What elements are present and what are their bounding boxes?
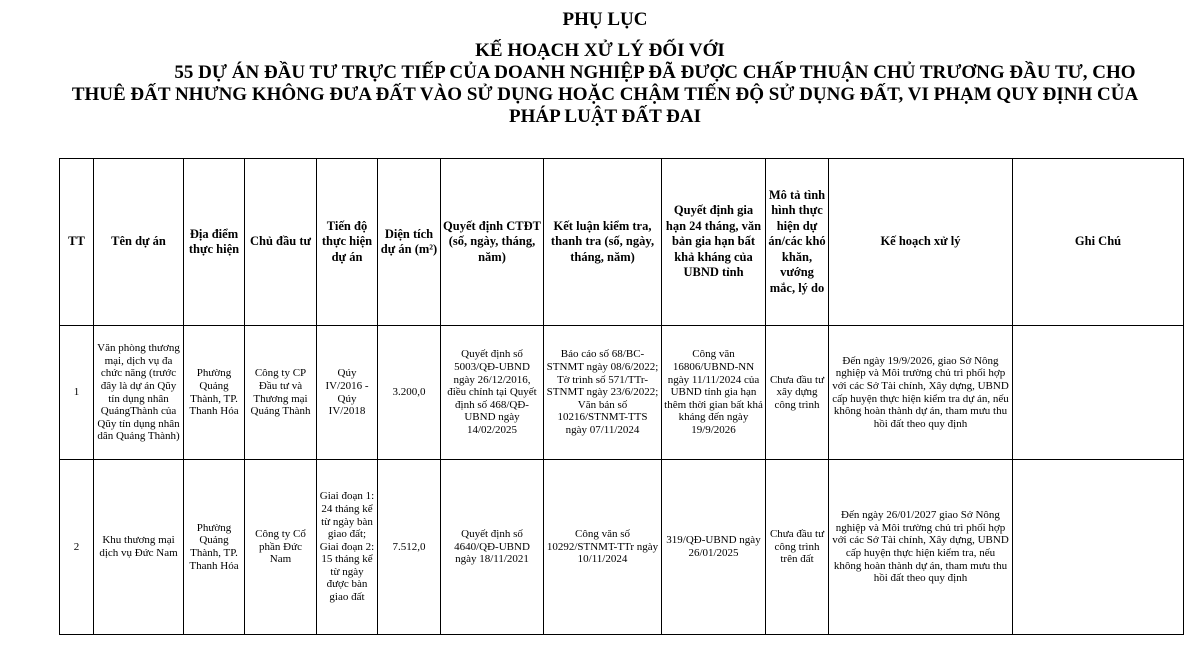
table-row	[60, 326, 1184, 460]
cell-location: Phường Quảng Thành, TP. Thanh Hóa	[184, 326, 245, 460]
header-investor: Chủ đầu tư	[245, 159, 317, 326]
header-schedule: Tiến độ thực hiện dự án	[317, 159, 378, 326]
header-decision: Quyết định CTĐT (số, ngày, tháng, năm)	[441, 159, 544, 326]
cell-project-name: Văn phòng thương mại, dịch vụ đa chức năng (trước đây là dự án Qũy tín dụng nhân QuảngThành của Qũy tín dụng nhân dân Quảng Thành)	[94, 326, 184, 460]
cell-investor: Công ty Cổ phần Đức Nam	[245, 460, 317, 635]
header-extension: Quyết định gia hạn 24 tháng, văn bản gia hạn bất khả kháng của UBND tỉnh	[662, 159, 766, 326]
header-project-name: Tên dự án	[94, 159, 184, 326]
cell-notes	[1013, 326, 1184, 460]
header-inspection: Kết luận kiểm tra, thanh tra (số, ngày, tháng, năm)	[544, 159, 662, 326]
document-subtitle-line-5: PHÁP LUẬT ĐẤT ĐAI	[509, 106, 701, 127]
cell-plan: Đến ngày 19/9/2026, giao Sở Nông nghiệp và Môi trường chủ trì phối hợp với các Sở Tài chính, Xây dựng, UBND cấp huyện thực hiện kiểm tra dự án, nếu không hoàn thành dự án, tham mưu thu hồi đất theo quy định	[829, 326, 1013, 460]
document-title: PHỤ LỤC	[562, 9, 648, 30]
header-status: Mô tả tình hình thực hiện dự án/các khó khăn, vướng mắc, lý do	[766, 159, 829, 326]
cell-tt: 2	[60, 460, 94, 635]
header-area: Diện tích dự án (m²)	[378, 159, 441, 326]
document-subtitle-line-4: THUÊ ĐẤT NHƯNG KHÔNG ĐƯA ĐẤT VÀO SỬ DỤNG HOẶC CHẬM TIẾN ĐỘ SỬ DỤNG ĐẤT, VI PHẠM QUY ĐỊNH CỦA	[71, 84, 1139, 105]
header-tt: TT	[60, 159, 94, 326]
cell-investor: Công ty CP Đầu tư và Thương mại Quảng Thành	[245, 326, 317, 460]
cell-location: Phường Quảng Thành, TP. Thanh Hóa	[184, 460, 245, 635]
header-plan: Kế hoạch xử lý	[829, 159, 1013, 326]
cell-tt: 1	[60, 326, 94, 460]
cell-plan: Đến ngày 26/01/2027 giao Sở Nông nghiệp và Môi trường chủ trì phối hợp với các Sở Tài chính, Xây dựng, UBND cấp huyện thực hiện kiểm tra, nếu không hoàn thành dự án, tham mưu thu hồi đất theo quy định	[829, 460, 1013, 635]
cell-status: Chưa đầu tư công trình trên đất	[766, 460, 829, 635]
table-row	[60, 460, 1184, 635]
header-notes: Ghi Chú	[1013, 159, 1184, 326]
cell-decision: Quyết định số 4640/QĐ-UBND ngày 18/11/2021	[441, 460, 544, 635]
cell-decision: Quyết định số 5003/QĐ-UBND ngày 26/12/2016, điều chỉnh tại Quyết định số 468/QĐ-UBND ngày 14/02/2025	[441, 326, 544, 460]
cell-notes	[1013, 460, 1184, 635]
project-plan-table	[59, 158, 1184, 635]
cell-area: 3.200,0	[378, 326, 441, 460]
header-location: Địa điểm thực hiện	[184, 159, 245, 326]
cell-inspection: Công văn số 10292/STNMT-TTr ngày 10/11/2024	[544, 460, 662, 635]
cell-extension: Công văn 16806/UBND-NN ngày 11/11/2024 của UBND tỉnh gia hạn thêm thời gian bất khả kháng đến ngày 19/9/2026	[662, 326, 766, 460]
document-subtitle-line-3: 55 DỰ ÁN ĐẦU TƯ TRỰC TIẾP CỦA DOANH NGHIỆP ĐÃ ĐƯỢC CHẤP THUẬN CHỦ TRƯƠNG ĐẦU TƯ, CHO	[174, 62, 1136, 83]
cell-project-name: Khu thương mại dịch vụ Đức Nam	[94, 460, 184, 635]
document-subtitle: KẾ HOẠCH XỬ LÝ ĐỐI VỚI	[475, 40, 725, 61]
cell-status: Chưa đầu tư xây dựng công trình	[766, 326, 829, 460]
cell-area: 7.512,0	[378, 460, 441, 635]
table-header-row	[60, 159, 1184, 326]
cell-schedule: Qúy IV/2016 - Qúy IV/2018	[317, 326, 378, 460]
cell-extension: 319/QĐ-UBND ngày 26/01/2025	[662, 460, 766, 635]
cell-inspection: Báo cáo số 68/BC-STNMT ngày 08/6/2022; Tờ trình số 571/TTr-STNMT ngày 23/6/2022; Văn bản số 10216/STNMT-TTS ngày 07/11/2024	[544, 326, 662, 460]
cell-schedule: Giai đoạn 1: 24 tháng kể từ ngày bàn giao đất; Giai đoạn 2: 15 tháng kể từ ngày được bàn giao đất	[317, 460, 378, 635]
